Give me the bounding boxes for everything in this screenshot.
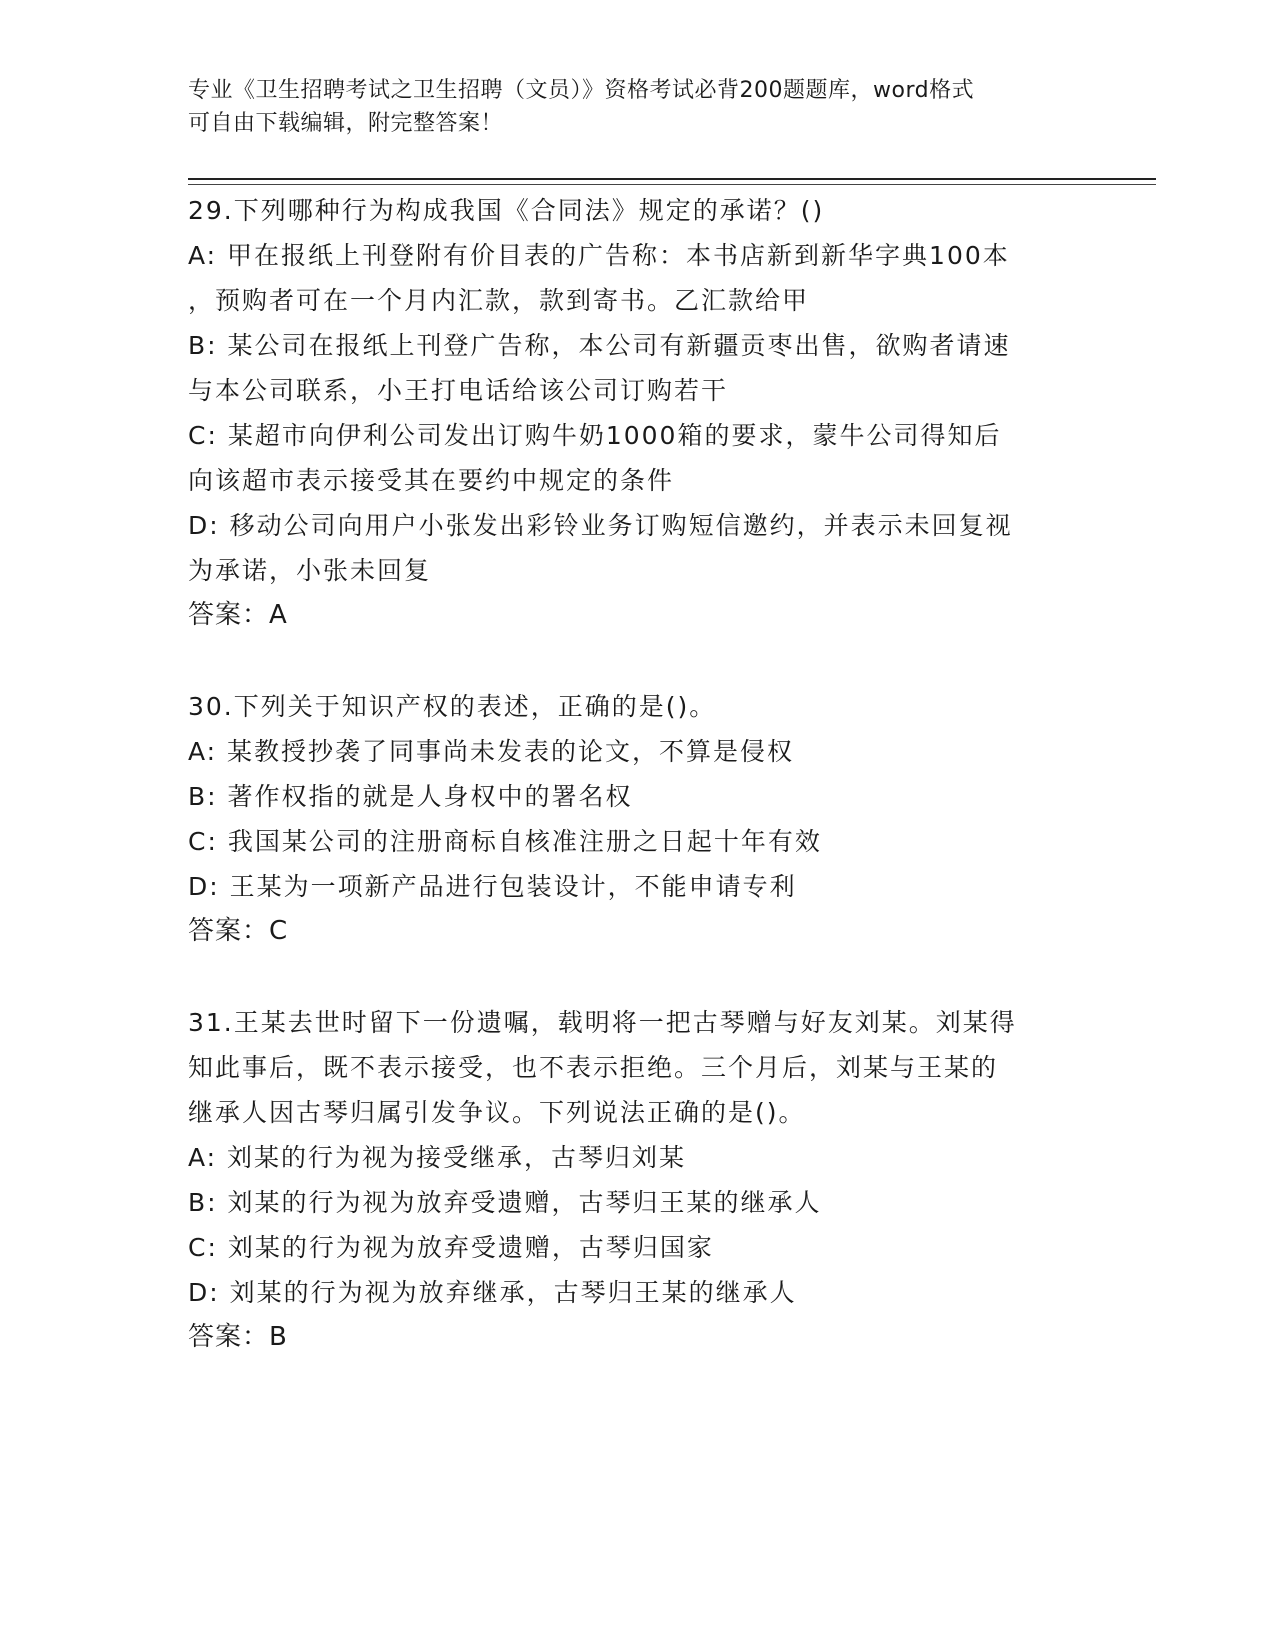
answer-label: 答案：A — [188, 600, 288, 630]
option-text: D: 王某为一项新产品进行包装设计，不能申请专利 — [188, 872, 797, 901]
answer-label: 答案：C — [188, 916, 289, 946]
option-text: D: 刘某的行为视为放弃继承，古琴归王某的继承人 — [188, 1278, 797, 1307]
option-text: A: 刘某的行为视为接受继承，古琴归刘某 — [188, 1143, 687, 1172]
question-stem: 29.下列哪种行为构成我国《合同法》规定的承诺？() — [188, 196, 825, 225]
header-divider-thin — [188, 184, 1156, 185]
header-line: 可自由下载编辑，附完整答案！ — [188, 111, 504, 136]
option-text: A: 甲在报纸上刊登附有价目表的广告称：本书店新到新华字典100本 — [188, 241, 1010, 270]
option-c — [188, 819, 1088, 864]
question-list — [188, 188, 1088, 1360]
page-header — [188, 74, 1068, 140]
option-text: C: 某超市向伊利公司发出订购牛奶1000箱的要求，蒙牛公司得知后 — [188, 421, 1002, 450]
question-31 — [188, 1000, 1088, 1360]
answer-label: 答案：B — [188, 1322, 288, 1352]
option-text: A: 某教授抄袭了同事尚未发表的论文，不算是侵权 — [188, 737, 795, 766]
option-text: C: 刘某的行为视为放弃受遗赠，古琴归国家 — [188, 1233, 714, 1262]
option-text: B: 著作权指的就是人身权中的署名权 — [188, 782, 633, 811]
option-a — [188, 233, 1088, 323]
option-c — [188, 413, 1088, 503]
option-c — [188, 1225, 1088, 1270]
option-d — [188, 503, 1088, 593]
question-30 — [188, 684, 1088, 954]
option-b — [188, 323, 1088, 413]
header-line: 专业《卫生招聘考试之卫生招聘（文员）》资格考试必背200题题库，word格式 — [188, 78, 975, 103]
option-text: B: 刘某的行为视为放弃受遗赠，古琴归王某的继承人 — [188, 1188, 822, 1217]
question-29 — [188, 188, 1088, 638]
option-text: 与本公司联系，小王打电话给该公司订购若干 — [188, 376, 729, 405]
question-stem: 知此事后，既不表示接受，也不表示拒绝。三个月后，刘某与王某的 — [188, 1053, 999, 1082]
option-text: 为承诺，小张未回复 — [188, 556, 432, 585]
option-b — [188, 1180, 1088, 1225]
option-a — [188, 729, 1088, 774]
option-text: B: 某公司在报纸上刊登广告称，本公司有新疆贡枣出售，欲购者请速 — [188, 331, 1011, 360]
option-text: D: 移动公司向用户小张发出彩铃业务订购短信邀约，并表示未回复视 — [188, 511, 1013, 540]
option-text: ，预购者可在一个月内汇款，款到寄书。乙汇款给甲 — [188, 286, 810, 315]
option-text: 向该超市表示接受其在要约中规定的条件 — [188, 466, 675, 495]
question-stem: 30.下列关于知识产权的表述，正确的是()。 — [188, 692, 717, 721]
option-b — [188, 774, 1088, 819]
question-stem: 31.王某去世时留下一份遗嘱，载明将一把古琴赠与好友刘某。刘某得 — [188, 1008, 1017, 1037]
option-d — [188, 864, 1088, 909]
header-divider-thick — [188, 178, 1156, 180]
option-text: C: 我国某公司的注册商标自核准注册之日起十年有效 — [188, 827, 822, 856]
option-a — [188, 1135, 1088, 1180]
question-stem: 继承人因古琴归属引发争议。下列说法正确的是()。 — [188, 1098, 806, 1127]
option-d — [188, 1270, 1088, 1315]
